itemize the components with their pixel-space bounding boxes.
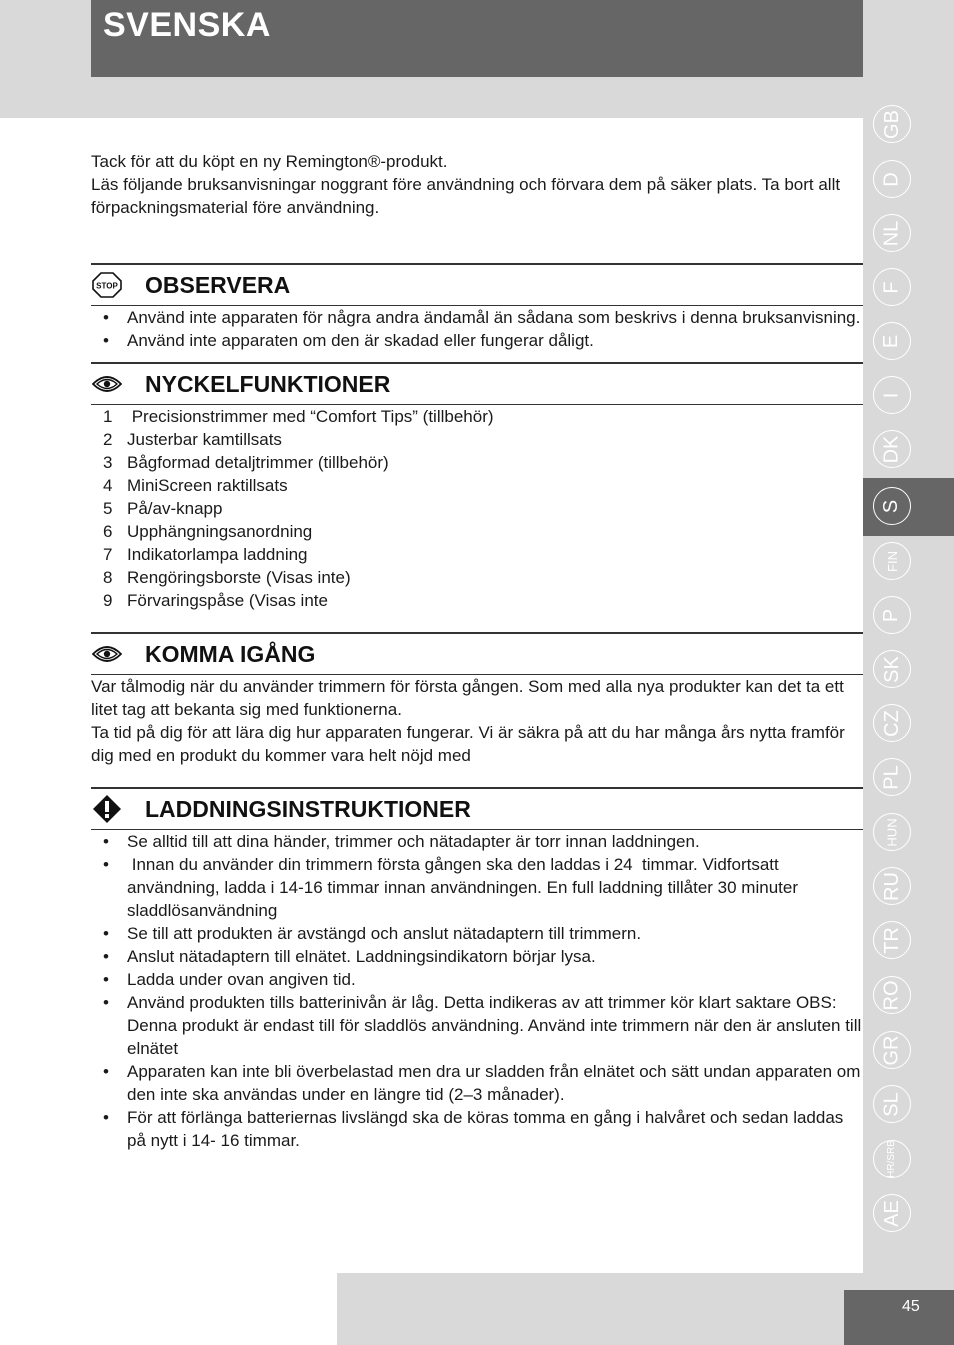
paragraph: Ta tid på dig för att lära dig hur apparaten fungerar. Vi är säkra på att du har många års nytta framför dig med en produkt du kommer vara helt nöjd med (91, 723, 845, 765)
intro-line: Tack för att du köpt en ny Remington®-produkt. (91, 152, 448, 171)
lang-tab-d[interactable]: D (873, 160, 911, 198)
lang-tab-p[interactable]: P (873, 596, 911, 634)
item-number: 2 (103, 430, 113, 449)
intro (91, 150, 863, 219)
lang-tab-sl[interactable]: SL (873, 1085, 911, 1123)
list-item: • Apparaten kan inte bli överbelastad men dra ur sladden från elnätet och sätt undan apparaten om den inte ska användas under en längre tid (2–3 månader). (91, 1060, 863, 1106)
list-item: • För att förlänga batteriernas livslängd ska de köras tomma en gång i halvåret och sedan laddas på nytt i 14- 16 timmar. (91, 1106, 863, 1152)
list-item: • Använd inte apparaten för några andra ändamål än sådana som beskrivs i denna bruksanvisning. (91, 306, 863, 329)
section-title: OBSERVERA (145, 271, 291, 298)
eye-icon (91, 370, 123, 398)
list-item: • Anslut nätadaptern till elnätet. Laddningsindikatorn börjar lysa. (91, 945, 863, 968)
lang-tab-i[interactable]: I (873, 376, 911, 414)
lang-tab-ru[interactable]: RU (873, 867, 911, 905)
lang-tab-fin[interactable]: FIN (873, 542, 911, 580)
item-text: Förvaringspåse (Visas inte (127, 591, 328, 610)
list-item (91, 405, 863, 428)
list-item: • Se alltid till att dina händer, trimmer och nätadapter är torr innan laddningen. (91, 830, 863, 853)
list-item (91, 497, 863, 520)
paragraph: Var tålmodig när du använder trimmern för första gången. Som med alla nya produkter kan det ta ett litet tag att bekanta sig med funktionerna. (91, 677, 844, 719)
item-number: 9 (103, 591, 113, 610)
feature-list (91, 405, 863, 612)
section-title: NYCKELFUNKTIONER (145, 370, 391, 397)
list-item (91, 589, 863, 612)
lang-tab-hun[interactable]: HUN (873, 813, 911, 851)
section-observera (91, 263, 863, 352)
section-header (91, 364, 863, 405)
lang-tab-cz[interactable]: CZ (873, 704, 911, 742)
warning-icon (91, 795, 123, 823)
main-content (91, 150, 863, 1152)
lang-tab-s[interactable]: S (873, 487, 911, 525)
item-text: Upphängningsanordning (127, 522, 313, 541)
lang-tab-pl[interactable]: PL (873, 758, 911, 796)
section-komma-igang (91, 632, 863, 767)
item-number: 5 (103, 499, 113, 518)
lang-tab-sk[interactable]: SK (873, 650, 911, 688)
item-number: 7 (103, 545, 113, 564)
header-bar (91, 0, 863, 77)
lang-tab-gr[interactable]: GR (873, 1031, 911, 1069)
list-item: • Innan du använder din trimmern första gången ska den laddas i 24 timmar. Vidfortsatt användning, ladda i 14-16 timmar innan användningen. En full laddning tillåter 30 minuter sladdlösanvändning (91, 853, 863, 922)
list-item: • Ladda under ovan angiven tid. (91, 968, 863, 991)
eye-icon (91, 640, 123, 668)
lang-tab-ro[interactable]: RO (873, 976, 911, 1014)
observera-list (91, 306, 863, 352)
item-number: 6 (103, 522, 113, 541)
lang-tab-f[interactable]: F (873, 268, 911, 306)
item-number: 4 (103, 476, 113, 495)
komma-text (91, 675, 863, 767)
list-item: • Använd inte apparaten om den är skadad eller fungerar dåligt. (91, 329, 863, 352)
lang-tab-nl[interactable]: NL (873, 214, 911, 252)
section-title: KOMMA IGÅNG (145, 640, 316, 667)
lang-tab-e[interactable]: E (873, 322, 911, 360)
list-item (91, 520, 863, 543)
section-title: LADDNINGSINSTRUKTIONER (145, 795, 471, 822)
page-title: SVENSKA (103, 6, 271, 44)
footer-white-block (0, 1273, 337, 1345)
stop-icon (91, 271, 123, 299)
list-item (91, 451, 863, 474)
section-header (91, 265, 863, 306)
list-item (91, 428, 863, 451)
page-number-box (844, 1290, 954, 1345)
lang-tab-tr[interactable]: TR (873, 921, 911, 959)
stop-icon-label: STOP (96, 281, 118, 291)
list-item (91, 543, 863, 566)
item-text: MiniScreen raktillsats (127, 476, 288, 495)
item-text: Bågformad detaljtrimmer (tillbehör) (127, 453, 389, 472)
item-number: 3 (103, 453, 113, 472)
lang-tab-ae[interactable]: AE (873, 1194, 911, 1232)
list-item: • Använd produkten tills batterinivån är låg. Detta indikeras av att trimmer kör klart saktare OBS: Denna produkt är endast till för sladdlös användning. Använd inte trimmern när den är ansluten till elnätet (91, 991, 863, 1060)
lang-tab-gb[interactable]: GB (873, 105, 911, 143)
section-nyckelfunktioner (91, 362, 863, 612)
section-header (91, 789, 863, 830)
page-number: 45 (902, 1298, 920, 1315)
section-laddningsinstruktioner (91, 787, 863, 1152)
item-text: Rengöringsborste (Visas inte) (127, 568, 351, 587)
lang-tab-hr-srb[interactable]: HR/SRB (873, 1140, 911, 1178)
list-item (91, 474, 863, 497)
item-text: Justerbar kamtillsats (127, 430, 282, 449)
intro-line: Läs följande bruksanvisningar noggrant före användning och förvara dem på säker plats. Ta bort allt förpackningsmaterial före användning. (91, 175, 841, 217)
list-item (91, 566, 863, 589)
item-text: Precisionstrimmer med “Comfort Tips” (tillbehör) (127, 407, 494, 426)
section-header (91, 634, 863, 675)
laddning-list (91, 830, 863, 1152)
item-text: På/av-knapp (127, 499, 223, 518)
item-number: 1 (103, 407, 113, 426)
language-sidebar (863, 0, 954, 1345)
lang-tab-dk[interactable]: DK (873, 430, 911, 468)
item-text: Indikatorlampa laddning (127, 545, 308, 564)
list-item: • Se till att produkten är avstängd och anslut nätadaptern till trimmern. (91, 922, 863, 945)
item-number: 8 (103, 568, 113, 587)
